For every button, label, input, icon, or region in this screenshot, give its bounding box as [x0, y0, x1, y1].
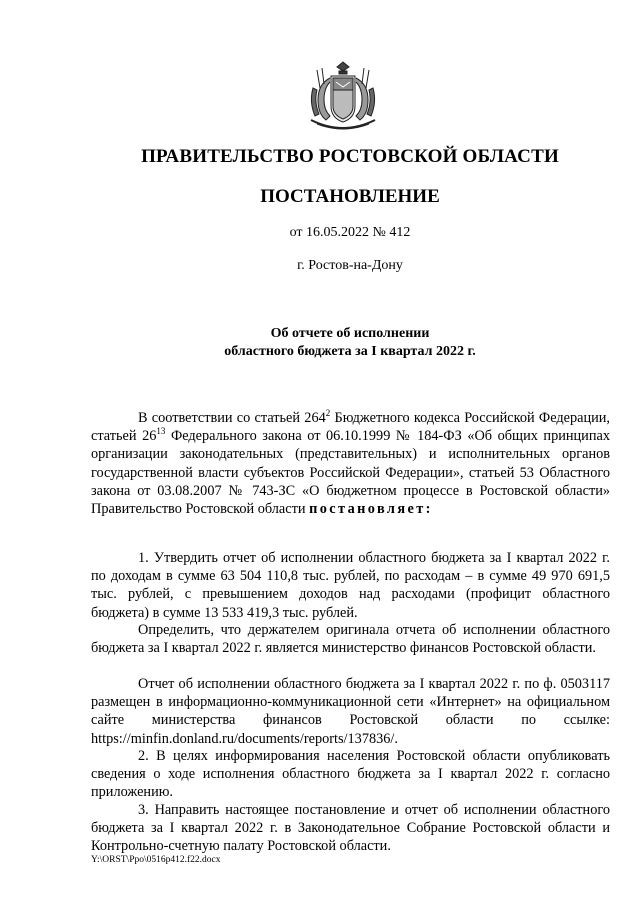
preamble-paragraph [91, 409, 610, 518]
item-2-paragraph: 2. В целях информирования населения Ростовской области опубликовать сведения о ходе исполнения областного бюджета за I квартал 2022 г. согласно приложению. [91, 748, 610, 801]
preamble-text-1: В соответствии со статьей 264 [138, 410, 326, 426]
rostov-coat-of-arms-emblem [303, 58, 383, 132]
government-title: ПРАВИТЕЛЬСТВО РОСТОВСКОЙ ОБЛАСТИ [141, 146, 559, 167]
document-number: 412 [389, 225, 411, 240]
footer-file-path: Y:\ORST\Ppo\0516p412.f22.docx [91, 855, 221, 865]
preamble-text-2: Бюджетного кодекса Российской Федерации, статьей 26 [91, 410, 610, 445]
item-1-report-link-paragraph: Отчет об исполнении областного бюджета за I квартал 2022 г. по ф. 0503117 размещен в информационно-коммуникационной сети «Интернет» на официальном сайте министерства финансов Ростовской области по ссылке: https://minfin.donland.ru/documents/reports/137836/. [91, 676, 610, 747]
preamble-text-3: Федерального закона от 06.10.1999 № 184-ФЗ «Об общих принципах организации законодательных (представительных) и исполнительных органов государственной власти субъектов Российской Федерации», статьей 53 Областного закона от 03.08.2007 № 743-ЗС «О бюджетном процессе в Ростовской области» Правительство Ростовской области [91, 428, 610, 518]
article-superscript-1: 2 [325, 408, 331, 418]
decree-word: постановляет: [309, 501, 433, 518]
item-3-paragraph: 3. Направить настоящее постановление и отчет об исполнении областного бюджета за I квартал 2022 г. в Законодательное Собрание Ростовской области и Контрольно-счетную палату Ростовской области. [91, 802, 610, 855]
article-superscript-2: 13 [156, 426, 166, 437]
number-sign: № [372, 225, 386, 240]
document-date: 16.05.2022 [306, 225, 370, 240]
item-1-original-holder-paragraph: Определить, что держателем оригинала отчета об исполнении областного бюджета за I квартал 2022 г. является министерство финансов Ростовской области. [91, 622, 610, 657]
document-city: г. Ростов-на-Дону [297, 258, 403, 273]
item-1-paragraph: 1. Утвердить отчет об исполнении областного бюджета за I квартал 2022 г. по доходам в сумме 63 504 110,8 тыс. рублей, по расходам – в сумме 49 970 691,5 тыс. рублей, с превышением доходов над расходами (профицит областного бюджета) в сумме 13 533 419,3 тыс. рублей. [91, 550, 610, 621]
subject-line-1: Об отчете об исполнении [270, 326, 430, 341]
document-date-number [0, 225, 640, 241]
date-prefix: от [289, 225, 303, 240]
document-subject [0, 325, 640, 361]
document-type-title: ПОСТАНОВЛЕНИЕ [260, 186, 440, 207]
subject-line-2: областного бюджета за I квартал 2022 г. [224, 344, 476, 359]
